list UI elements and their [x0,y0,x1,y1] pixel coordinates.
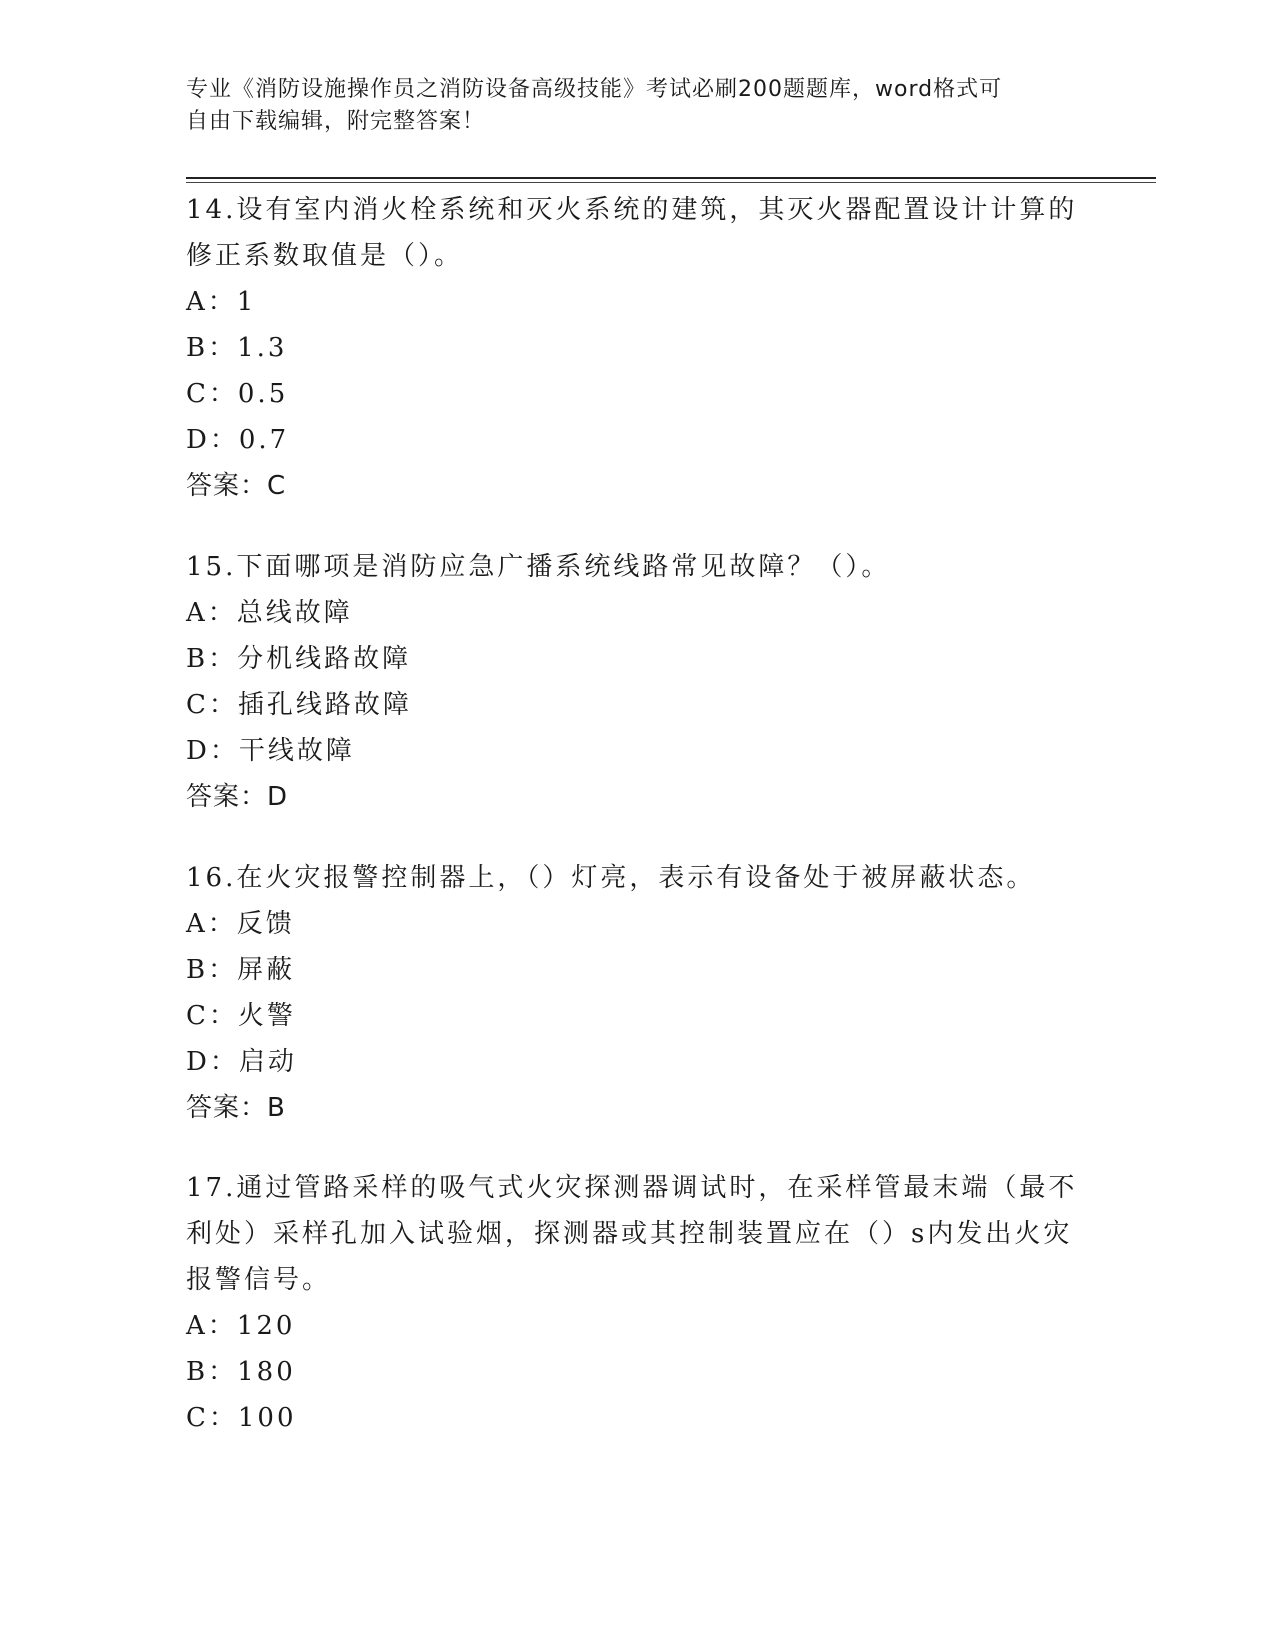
option-b: B：屏蔽 [186,955,296,985]
option-d: D：启动 [186,1047,297,1077]
header-divider-thick [186,177,1156,179]
answer-line: 答案：C [186,471,287,501]
document-header [186,74,1066,138]
question-stem-line: 利处）采样孔加入试验烟，探测器或其控制装置应在（）s内发出火灾 [186,1219,1073,1249]
option-a: A：120 [186,1311,296,1341]
option-b: B：分机线路故障 [186,644,412,674]
question-15 [186,544,1086,820]
option-c: C：插孔线路故障 [186,690,412,720]
option-a: A：1 [186,287,257,317]
option-a: A：反馈 [186,909,295,939]
header-divider-thin [186,182,1156,183]
question-stem-line: 17.通过管路采样的吸气式火灾探测器调试时，在采样管最末端（最不 [186,1173,1078,1203]
header-line-1: 专业《消防设施操作员之消防设备高级技能》考试必刷200题题库，word格式可 [186,77,1003,102]
question-stem-line: 报警信号。 [186,1265,332,1295]
question-stem-line: 修正系数取值是（）。 [186,241,464,271]
option-b: B：180 [186,1357,296,1387]
question-stem-line: 16.在火灾报警控制器上，（）灯亮，表示有设备处于被屏蔽状态。 [186,863,1036,893]
question-14 [186,187,1086,509]
option-c: C：0.5 [186,379,289,409]
option-c: C：火警 [186,1001,296,1031]
header-line-2: 自由下载编辑，附完整答案！ [186,109,486,134]
question-stem-line: 14.设有室内消火栓系统和灭火系统的建筑，其灭火器配置设计计算的 [186,195,1078,225]
answer-line: 答案：D [186,782,289,812]
option-d: D：0.7 [186,425,290,455]
answer-line: 答案：B [186,1093,286,1123]
question-17 [186,1165,1086,1441]
question-16 [186,855,1086,1131]
question-stem-line: 15.下面哪项是消防应急广播系统线路常见故障？（）。 [186,552,891,582]
option-b: B：1.3 [186,333,288,363]
option-d: D：干线故障 [186,736,355,766]
option-c: C：100 [186,1403,297,1433]
option-a: A：总线故障 [186,598,353,628]
